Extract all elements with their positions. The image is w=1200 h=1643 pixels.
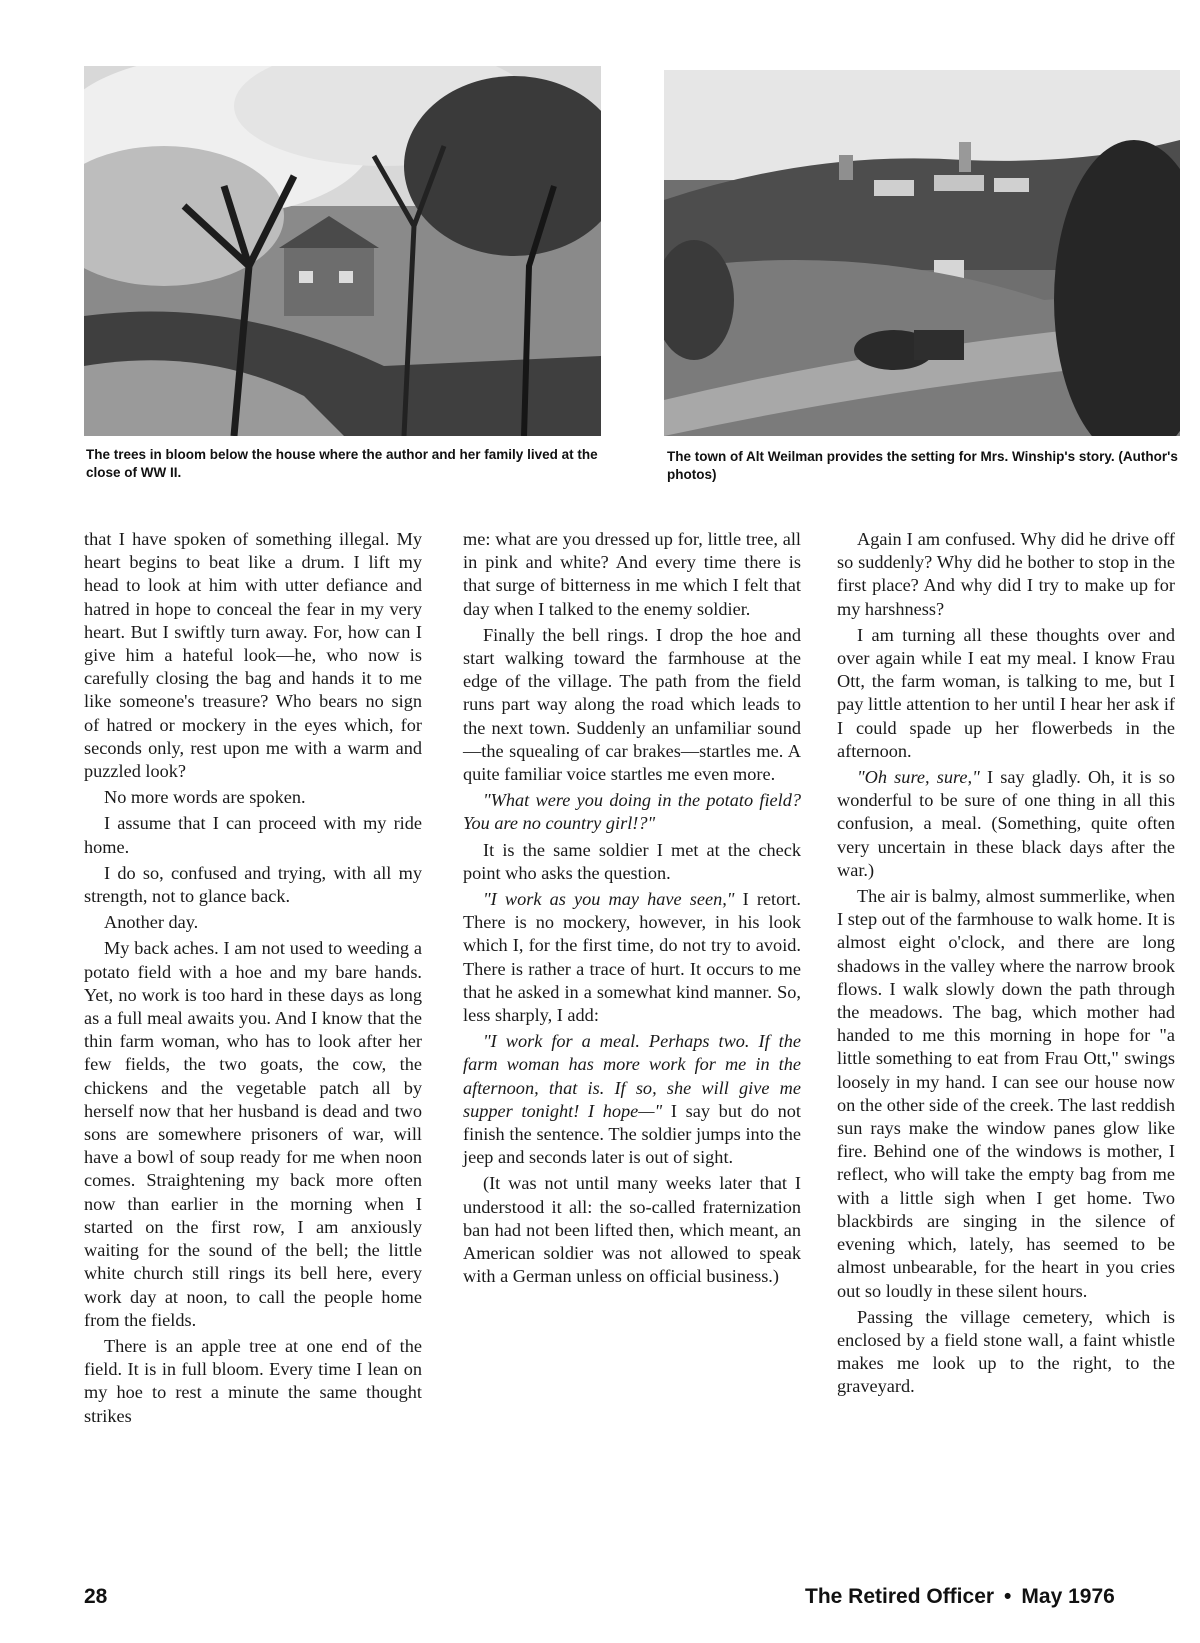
paragraph: (It was not until many weeks later that I understood it all: the so-called fraternization ban had not been lifted then, which meant, an American soldier was not allowed to speak with a German unless on official business.) bbox=[463, 1173, 801, 1287]
article-column-1 bbox=[84, 528, 422, 1428]
photo-trees-in-bloom bbox=[84, 66, 601, 436]
paragraph: Another day. bbox=[104, 912, 199, 933]
paragraph: Finally the bell rings. I drop the hoe and start walking toward the farmhouse at the edge of the village. The path from the field runs part way along the road which leads to the next town. Suddenly an unfamiliar sound—the squealing of car brakes—startles me. A quite familiar voice startles me even more. bbox=[463, 624, 801, 785]
photo-caption-right: The town of Alt Weilman provides the setting for Mrs. Winship's story. (Author's photos) bbox=[667, 449, 1178, 482]
article-column-2 bbox=[463, 528, 801, 1289]
paragraph-text: I say gladly. Oh, it is so wonderful to be sure of one thing in all this confusion, a meal. (Something, quite often very uncertain in these black days after the war.) bbox=[837, 767, 1175, 880]
paragraph-text: I retort. There is no mockery, however, in his look which I, for the first time, do not try to avoid. There is rather a trace of hurt. It occurs to me that he asked in a somewhat kind manner. So, less sharply, I add: bbox=[463, 889, 801, 1026]
photo-town-alt-weilman bbox=[664, 70, 1180, 436]
publication-footer bbox=[805, 1585, 1115, 1609]
paragraph bbox=[463, 1030, 801, 1169]
paragraph: There is an apple tree at one end of the field. It is in full bloom. Every time I lean on my hoe to rest a minute the same thought strikes bbox=[84, 1335, 422, 1426]
paragraph: It is the same soldier I met at the check point who asks the question. bbox=[463, 839, 801, 883]
paragraph bbox=[837, 766, 1175, 882]
publication-name: The Retired Officer bbox=[805, 1585, 995, 1608]
paragraph: me: what are you dressed up for, little tree, all in pink and white? And every time there is that surge of bitterness in me which I felt that day when I talked to the enemy soldier. bbox=[463, 529, 801, 619]
publication-date: May 1976 bbox=[1021, 1585, 1115, 1608]
article-column-3 bbox=[837, 528, 1175, 1399]
paragraph: The air is balmy, almost summerlike, when I step out of the farmhouse to walk home. It is almost eight o'clock, and there are long shadows in the valley where the narrow brook flows. I walk slowly down the path through the meadows. The bag, which mother had handed to me this morning in hope for "a little something to eat from Frau Ott," swings loosely in my hand. I can see our house now on the other side of the creek. The last reddish sun rays make the window panes glow like fire. Behind one of the windows is mother, I reflect, who will take the empty bag from me with a little sigh when I get home. Two blackbirds are singing in the silence of evening which, lately, has seemed to be almost unbearable, for the heart in you cries out so loudly in these silent hours. bbox=[837, 886, 1175, 1301]
paragraph: I am turning all these thoughts over and over again while I eat my meal. I know Frau Ott, the farm woman, is talking to me, but I pay little attention to her until I hear her ask if I could spade up her flowerbeds in the afternoon. bbox=[837, 624, 1175, 761]
dialogue-quote: "I work for a meal. Perhaps two. If the farm woman has more work for me in the afternoon, that is. If so, she will give me supper tonight! I hope—" bbox=[463, 1031, 801, 1121]
bullet-separator: • bbox=[1004, 1585, 1012, 1608]
paragraph-text: I say but do not finish the sentence. The soldier jumps into the jeep and seconds later is out of sight. bbox=[463, 1100, 802, 1168]
dialogue-quote: "I work as you may have seen," bbox=[483, 889, 735, 910]
photo-caption-left: The trees in bloom below the house where the author and her family lived at the close of WW II. bbox=[86, 447, 598, 480]
paragraph: Again I am confused. Why did he drive off so suddenly? Why did he bother to stop in the first place? And why did I try to make up for my harshness? bbox=[837, 529, 1175, 619]
paragraph: that I have spoken of something illegal. My heart begins to beat like a drum. I lift my head to look at him with utter defiance and hatred in hope to conceal the fear in my very heart. But I swiftly turn away. For, how can I give him a hateful look—he, who now is carefully closing the bag and hands it to me like someone's treasure? Who bears no sign of hatred or mockery in the eyes which, for seconds only, rest upon me with a warm and puzzled look? bbox=[84, 529, 422, 782]
paragraph: No more words are spoken. bbox=[104, 787, 306, 808]
dialogue-quote: "Oh sure, sure," bbox=[857, 767, 980, 788]
page-number: 28 bbox=[84, 1585, 108, 1608]
paragraph: Passing the village cemetery, which is enclosed by a field stone wall, a faint whistle makes me look up to the right, to the graveyard. bbox=[837, 1306, 1175, 1397]
paragraph: I do so, confused and trying, with all my strength, not to glance back. bbox=[84, 862, 422, 907]
paragraph bbox=[463, 888, 801, 1027]
paragraph: I assume that I can proceed with my ride home. bbox=[84, 813, 422, 857]
paragraph: My back aches. I am not used to weeding a potato field with a hoe and my bare hands. Yet, no work is too hard in these days as long as a full meal awaits you. And I know that the thin farm woman, who has to look after her few fields, the two goats, the cow, the chickens and the vegetable patch all by herself now that her husband is dead and two sons are somewhere prisoners of war, will have a bowl of soup ready for me when noon comes. Straightening my back more often now than earlier in the morning when I started on the first row, I am anxiously waiting for the sound of the bell; the little white church still rings its bell here, every work day at noon, to call the people home from the fields. bbox=[84, 938, 422, 1330]
dialogue-paragraph: "What were you doing in the potato field? You are no country girl!?" bbox=[463, 790, 801, 834]
